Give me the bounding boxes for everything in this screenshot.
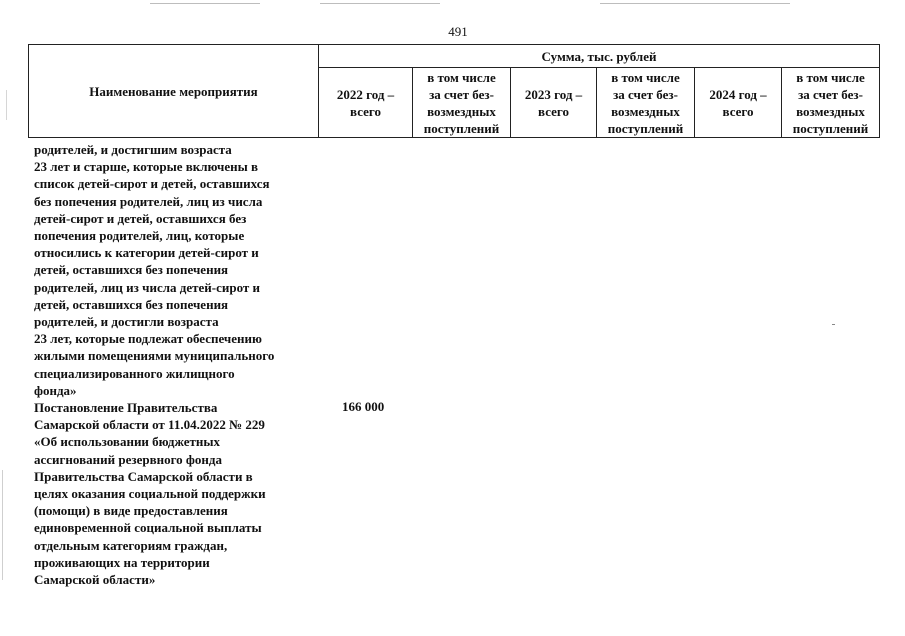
scan-speck [6,90,7,120]
column-header-name: Наименование мероприятия [29,45,319,138]
column-header-2023-grants: в том числе за счет без- возмездных поступлений [597,68,695,138]
column-header-2024-grants: в том числе за счет без- возмездных поступлений [782,68,880,138]
page-number: 491 [448,24,468,39]
scan-edge-line [150,3,260,4]
row-text-continuation: родителей, и достигшим возраста 23 лет и старше, которые включены в список детей-сирот и детей, оставшихся без попечения родителей, лиц из числа детей-сирот и детей, оставшихся без попечения родителей, лиц, которые относились к категории детей-сирот и детей, оставшихся без попечения родителей, лиц из числа детей-сирот и детей, оставшихся без попечения родителей, и достигли возраста 23 лет, которые подлежат обеспечению жилыми помещениями муниципального специализированного жилищного фонда» [34,142,275,398]
column-group-sum: Сумма, тыс. рублей [319,45,880,68]
scan-edge-line [320,3,440,4]
budget-table [28,44,880,138]
scan-speck [832,324,835,325]
column-header-2024-total: 2024 год – всего [695,68,782,138]
column-header-2023-total: 2023 год – всего [511,68,597,138]
scan-speck [2,470,3,580]
column-header-2022-total: 2022 год – всего [319,68,413,138]
row-text-resolution: Постановление Правительства Самарской области от 11.04.2022 № 229 «Об использовании бюджетных ассигнований резервного фонда Правительства Самарской области в целях оказания социальной поддержки (помощи) в виде предоставления единовременной социальной выплаты отдельным категориям граждан, проживающих на территории Самарской области» [34,400,266,588]
amount-2022-total: 166 000 [342,399,385,414]
column-header-2022-grants: в том числе за счет без- возмездных поступлений [413,68,511,138]
scan-edge-line [600,3,790,4]
